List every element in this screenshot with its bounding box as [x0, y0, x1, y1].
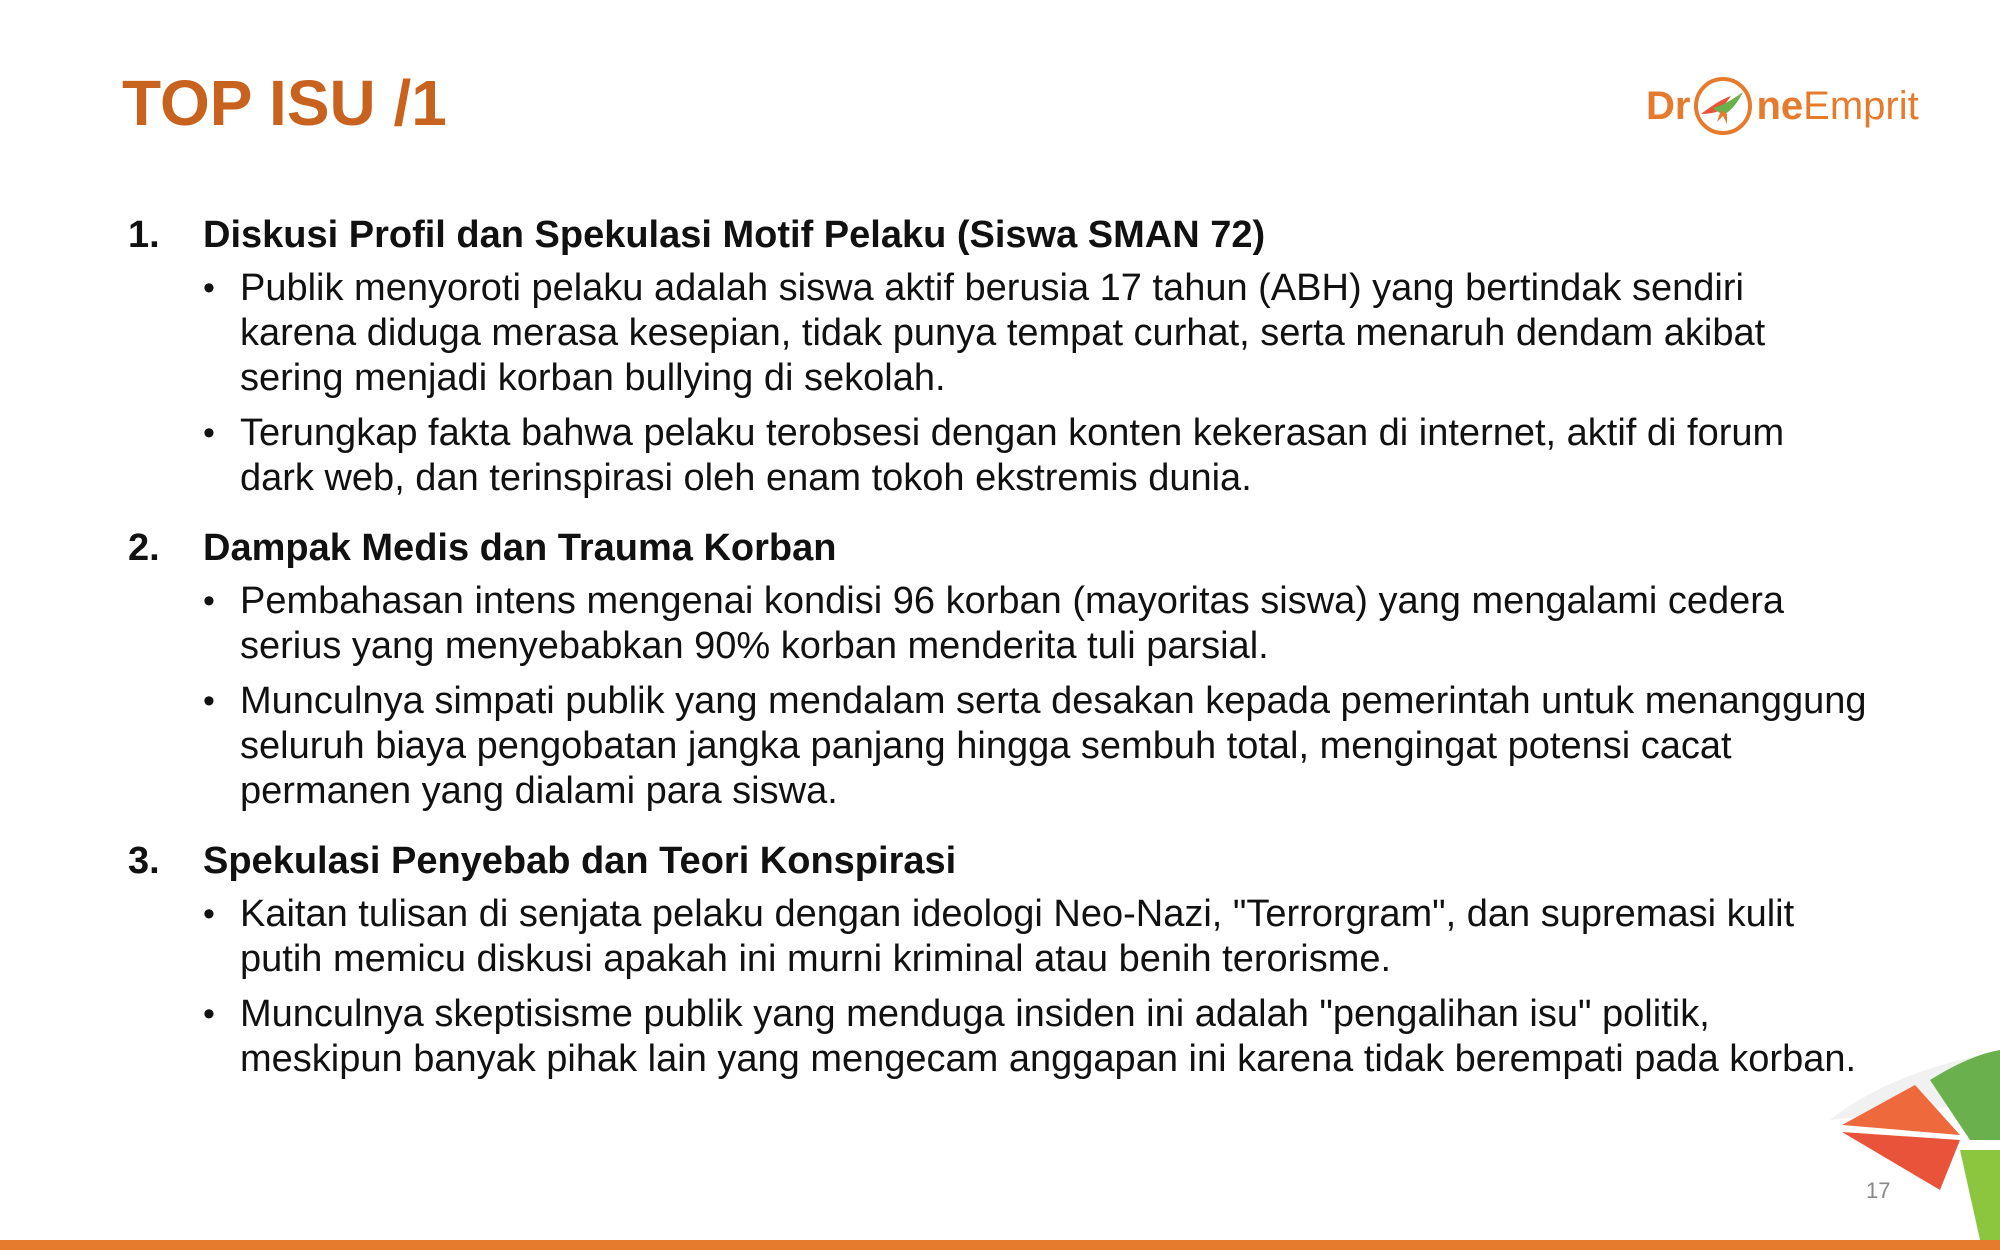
bullet-item — [128, 579, 1868, 669]
decorative-leaf-shapes — [1820, 1040, 2000, 1240]
bullet-list — [128, 579, 1868, 814]
topic-heading: Diskusi Profil dan Spekulasi Motif Pelaku (Siswa SMAN 72) — [203, 214, 1266, 256]
bird-in-circle-icon — [1691, 74, 1755, 138]
bullet-item — [128, 892, 1868, 982]
drone-emprit-logo — [1646, 70, 1919, 142]
bullet-text: Munculnya simpati publik yang mendalam serta desakan kepada pemerintah untuk menanggung seluruh biaya pengobatan jangka panjang hingga sembuh total, mengingat potensi cacat permanen yang dialami para siswa. — [240, 680, 1867, 812]
topic-item-1 — [128, 210, 1868, 501]
bullet-item — [128, 266, 1868, 401]
bullet-text: Terungkap fakta bahwa pelaku terobsesi dengan konten kekerasan di internet, aktif di forum dark web, dan terinspirasi oleh enam tokoh ekstremis dunia. — [240, 412, 1785, 499]
topic-number: 3. — [128, 840, 160, 882]
bullet-item — [128, 679, 1868, 814]
bullet-text: Munculnya skeptisisme publik yang menduga insiden ini adalah "pengalihan isu" politik, meskipun banyak pihak lain yang mengecam anggapan ini karena tidak berempati pada korban. — [240, 993, 1857, 1080]
topic-heading: Dampak Medis dan Trauma Korban — [203, 527, 837, 569]
topic-item-3 — [128, 836, 1868, 1082]
bullet-text: Kaitan tulisan di senjata pelaku dengan ideologi Neo-Nazi, "Terrorgram", dan supremasi kulit putih memicu diskusi apakah ini murni kriminal atau benih terorisme. — [240, 893, 1795, 980]
bullet-item — [128, 992, 1868, 1082]
logo-text-emprit: Emprit — [1803, 83, 1919, 128]
bottom-accent-bar — [0, 1240, 2000, 1250]
topic-heading-row — [128, 836, 1868, 886]
topic-item-2 — [128, 523, 1868, 814]
bullet-dot: • — [203, 414, 215, 452]
page-number: 17 — [1866, 1178, 1891, 1203]
bullet-text: Pembahasan intens mengenai kondisi 96 korban (mayoritas siswa) yang mengalami cedera serius yang menyebabkan 90% korban menderita tuli parsial. — [240, 580, 1785, 667]
bullet-dot: • — [203, 895, 215, 933]
topic-number: 2. — [128, 527, 160, 569]
topic-heading-row — [128, 523, 1868, 573]
topic-list — [128, 210, 1868, 1104]
logo-text-ne: ne — [1756, 83, 1804, 128]
bullet-list — [128, 892, 1868, 1082]
bullet-text: Publik menyoroti pelaku adalah siswa aktif berusia 17 tahun (ABH) yang bertindak sendiri karena diduga merasa kesepian, tidak punya tempat curhat, serta menaruh dendam akibat sering menjadi korban bullying di sekolah. — [240, 267, 1766, 399]
bullet-dot: • — [203, 682, 215, 720]
slide-title: TOP ISU /1 — [122, 67, 447, 139]
topic-heading: Spekulasi Penyebab dan Teori Konspirasi — [203, 840, 957, 882]
topic-heading-row — [128, 210, 1868, 260]
logo-text-dr: Dr — [1646, 83, 1691, 128]
bullet-item — [128, 411, 1868, 501]
bullet-dot: • — [203, 995, 215, 1033]
bullet-dot: • — [203, 269, 215, 307]
bullet-list — [128, 266, 1868, 501]
topic-number: 1. — [128, 214, 160, 256]
bullet-dot: • — [203, 582, 215, 620]
